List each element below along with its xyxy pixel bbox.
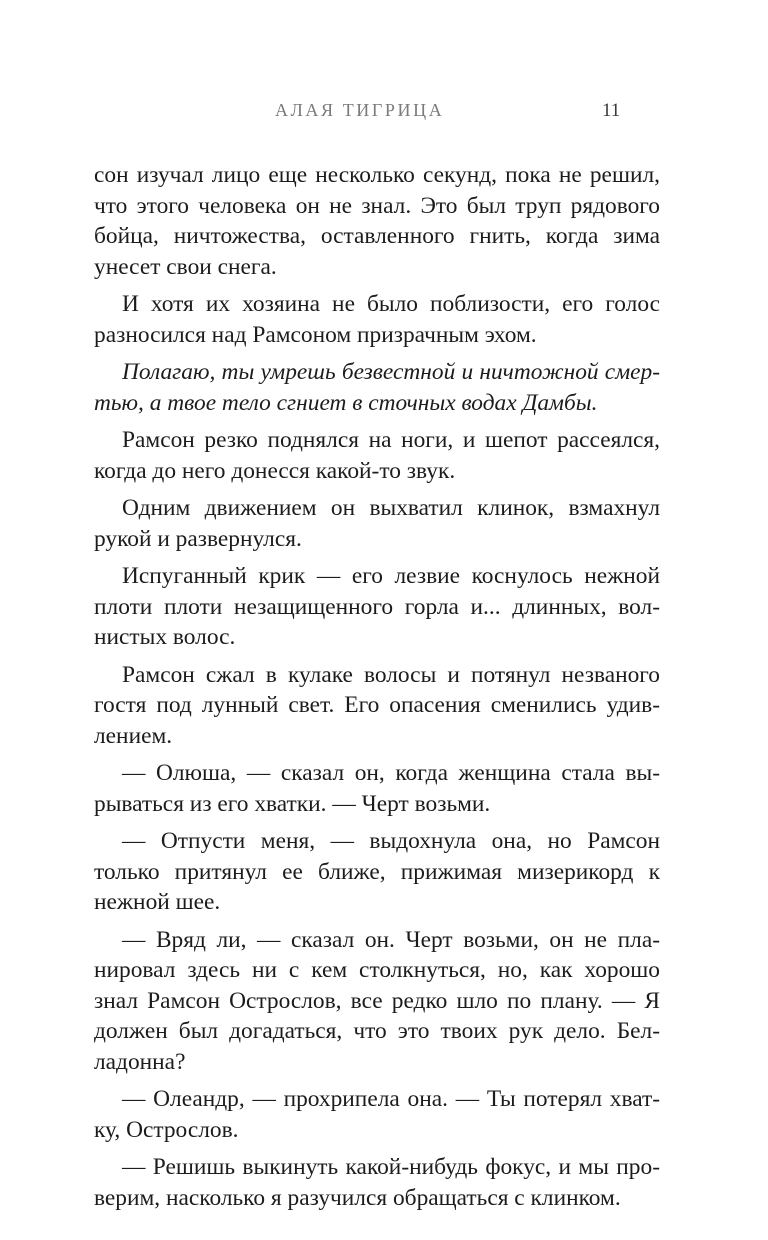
dialogue-paragraph: — Олюша, — сказал он, когда женщина стала вырываться из его хватки. — Черт возьми. bbox=[94, 760, 660, 817]
italic-paragraph: Полагаю, ты умрешь безвестной и ничтожной смертью, а твое тело сгниет в сточных водах Дамбы. bbox=[94, 359, 660, 416]
dialogue-paragraph: — Вряд ли, — сказал он. Черт возьми, он не планировал здесь ни с кем столкнуться, но, как хорошо знал Рамсон Острослов, все редко шло по плану. — Я должен был догадаться, что это твоих рук дело. Белладонна? bbox=[94, 926, 660, 1075]
paragraph: И хотя их хозяина не было поблизости, его голос разносился над Рамсоном призрачным эхом. bbox=[94, 291, 660, 348]
paragraph: Одним движением он выхватил клинок, взмахнул рукой и развернулся. bbox=[94, 495, 660, 552]
paragraph: сон изучал лицо еще несколько секунд, пока не решил, что этого человека он не знал. Это был труп рядового бойца, ничтожества, оставленного гнить, когда зима унесет свои снега. bbox=[94, 162, 660, 280]
dialogue-paragraph: — Решишь выкинуть какой-нибудь фокус, и мы проверим, насколько я разучился обращаться с клинком. bbox=[94, 1154, 660, 1211]
paragraph: Испуганный крик — его лезвие коснулось нежной плоти плоти незащищенного горла и... длинных, волнистых волос. bbox=[94, 563, 660, 650]
dialogue-paragraph: — Олеандр, — прохрипела она. — Ты потерял хватку, Острослов. bbox=[94, 1086, 660, 1143]
dialogue-paragraph: — Отпусти меня, — выдохнула она, но Рамсон только притянул ее ближе, прижимая мизерикорд к нежной шее. bbox=[94, 828, 660, 915]
body-text bbox=[94, 160, 660, 1220]
paragraph: Рамсон сжал в кулаке волосы и потянул незваного гостя под лунный свет. Его опасения сменились удивлением. bbox=[94, 661, 660, 749]
running-title: АЛАЯ ТИГРИЦА bbox=[275, 100, 445, 120]
page-number: 11 bbox=[602, 100, 621, 121]
paragraph: Рамсон резко поднялся на ноги, и шепот рассеялся, когда до него донесся какой-то звук. bbox=[94, 427, 660, 484]
